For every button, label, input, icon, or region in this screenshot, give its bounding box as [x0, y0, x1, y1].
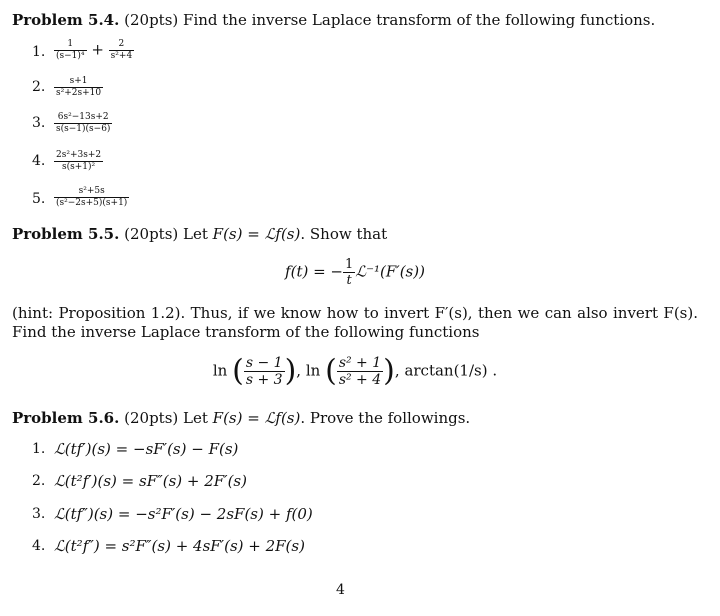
- problem-5-4-item-2: [54, 77, 103, 98]
- inline-math: F(s) = ℒf(s): [212, 225, 301, 243]
- item-number: 4.: [32, 538, 46, 554]
- fraction: $\frac{\text{2s²+3s+2}}{\text{s(s+1)²}}$: [56, 150, 102, 172]
- fraction: $\frac{2}{\text{s²+4}}$: [110, 39, 133, 61]
- problem-5-6-item-3: ℒ(tf″)(s) = −s²F′(s) − 2sF(s) + f(0): [54, 505, 313, 523]
- fraction: $\frac{1}{t}$: [345, 257, 354, 288]
- plus-operator: +: [91, 40, 104, 59]
- functions-display: ln ( $\frac{s - 1}{s + 3}$ ), ln ( $\frac{\text{s² + 1}}{\text{s² + 4}}$ ), arctan(1/s) .: [212, 353, 498, 389]
- fraction: $\frac{s+1}{\text{s²+2s+10}}$: [56, 76, 102, 98]
- problem-5-6-item-1: ℒ(tf′)(s) = −sF′(s) − F(s): [54, 440, 239, 458]
- problem-label: Problem 5.6.: [12, 409, 120, 427]
- problem-statement: Find the inverse Laplace transform of the following functions.: [183, 11, 656, 29]
- item-number: 4.: [32, 153, 46, 169]
- item-number: 3.: [32, 506, 46, 522]
- item-number: 5.: [32, 191, 46, 207]
- fraction: $\frac{s - 1}{s + 3}$: [245, 355, 283, 388]
- hint-paragraph: (hint: Proposition 1.2). Thus, if we know how to invert F′(s), then we can also invert F(s). Find the inverse Laplace transform of the following functions: [12, 304, 698, 341]
- problem-5-6-heading: Problem 5.6. (20pts) Let F(s) = ℒf(s). Prove the followings.: [12, 409, 471, 427]
- problem-label: Problem 5.4.: [12, 11, 120, 29]
- item-number: 1.: [32, 44, 46, 60]
- fraction: $\frac{\text{s²+5s}}{\text{(s²−2s+5)(s+1)}}$: [56, 186, 128, 208]
- problem-points: (20pts): [124, 225, 179, 243]
- fraction: $\frac{1}{\text{(s−1)⁴}}$: [56, 39, 85, 61]
- page-number: 4: [336, 582, 345, 598]
- problem-5-4-heading: [12, 10, 655, 30]
- document-page: [12, 0, 702, 616]
- item-number: 2.: [32, 473, 46, 489]
- item-number: 2.: [32, 79, 46, 95]
- item-number: 3.: [32, 115, 46, 131]
- inline-math: F(s) = ℒf(s): [212, 409, 301, 427]
- problem-5-4-item-5: [54, 187, 129, 208]
- fraction: $\frac{\text{6s²−13s+2}}{s(s-1)(s-6)}$: [56, 112, 111, 134]
- fraction: $\frac{\text{s² + 1}}{\text{s² + 4}}$: [338, 355, 382, 388]
- item-number: 1.: [32, 441, 46, 457]
- problem-points: (20pts): [124, 11, 179, 29]
- problem-5-6-item-2: ℒ(t²f′)(s) = sF″(s) + 2F′(s): [54, 472, 247, 490]
- problem-5-4-item-4: [54, 151, 103, 172]
- problem-5-4-item-1: [54, 40, 134, 61]
- problem-5-4-item-3: [54, 113, 112, 134]
- problem-5-5-heading: Problem 5.5. (20pts) Let F(s) = ℒf(s). Show that: [12, 225, 388, 243]
- problem-5-6-item-4: ℒ(t²f″) = s²F″(s) + 4sF′(s) + 2F(s): [54, 537, 305, 555]
- problem-label: Problem 5.5.: [12, 225, 120, 243]
- problem-points: (20pts): [124, 409, 179, 427]
- display-equation: f(t) = − $\frac{1}{t}$ ℒ⁻¹(F′(s)): [285, 257, 425, 288]
